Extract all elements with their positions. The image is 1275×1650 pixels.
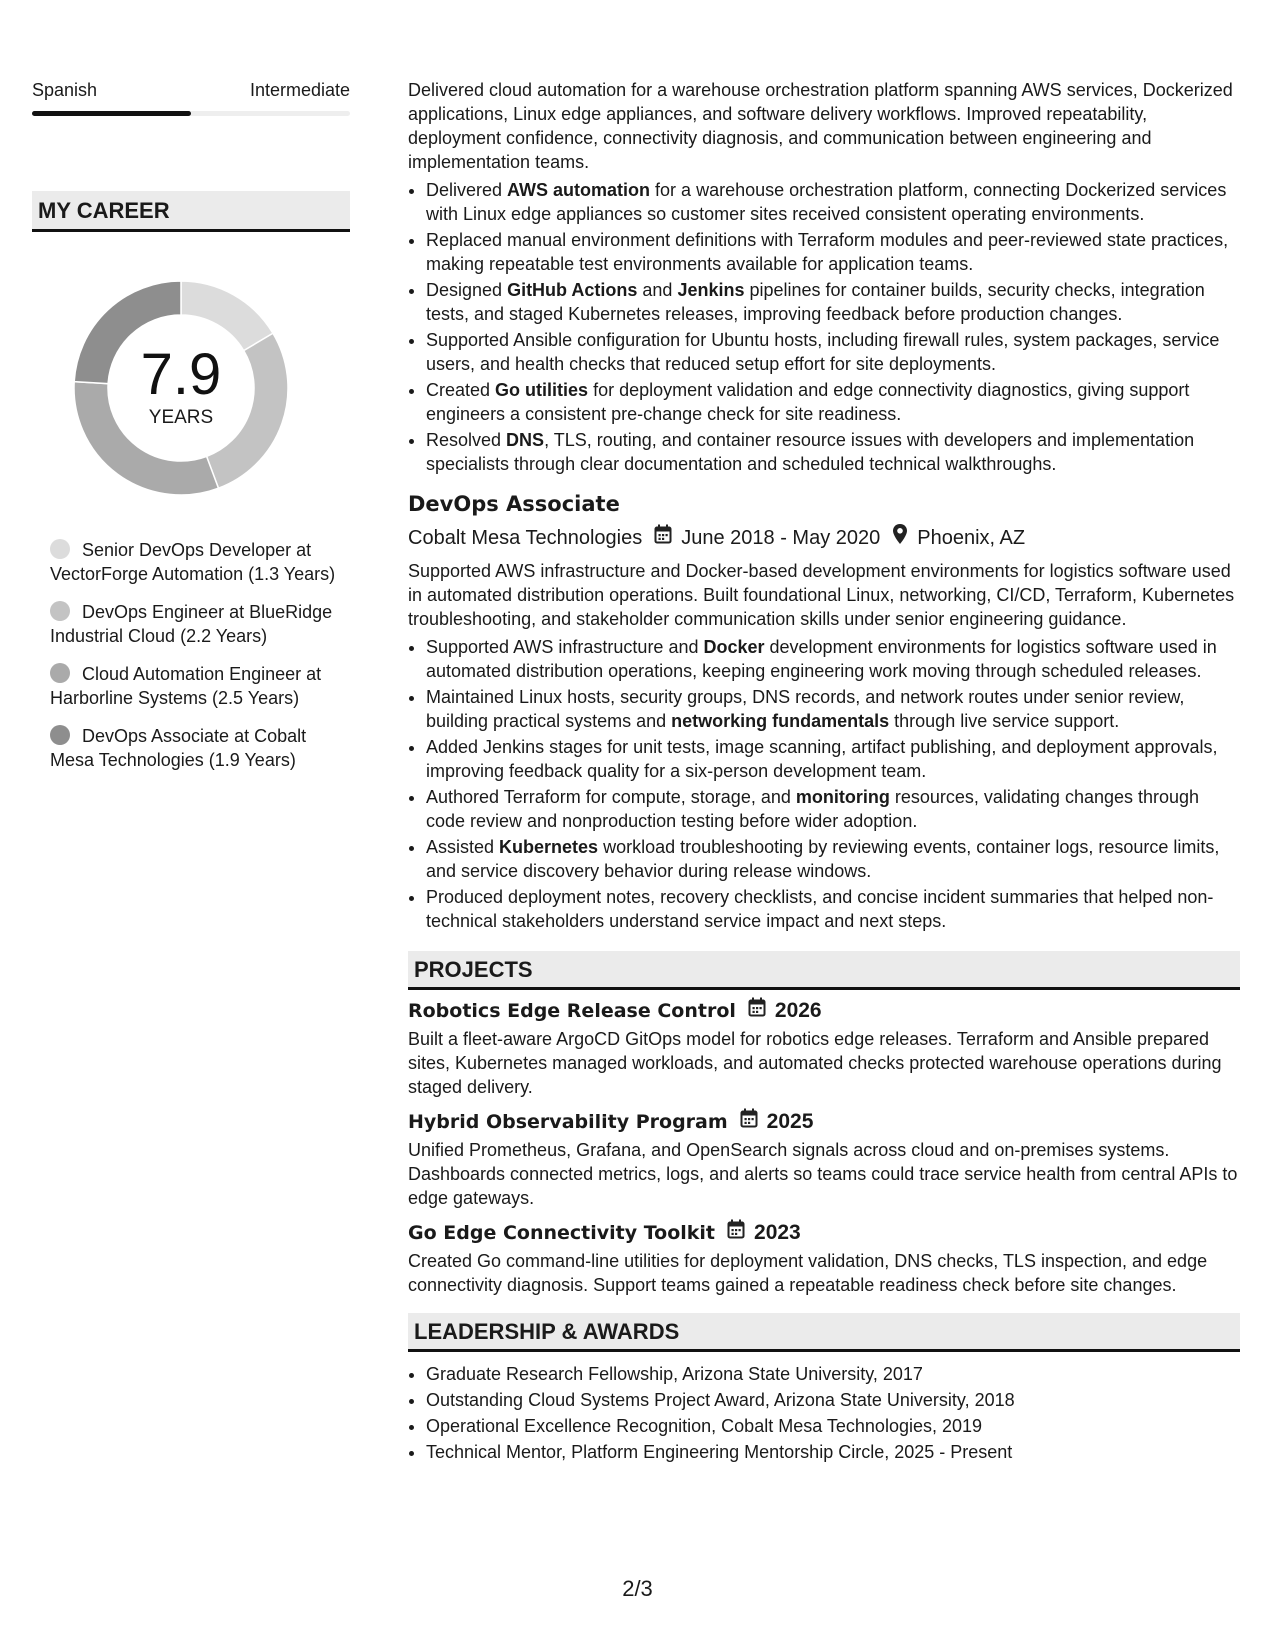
project-title: Hybrid Observability Program (408, 1110, 728, 1133)
legend-label: DevOps Engineer at BlueRidge Industrial Cloud (2.2 Years) (50, 602, 333, 646)
donut-center (66, 273, 296, 503)
awards-heading: LEADERSHIP & AWARDS (408, 1313, 1240, 1352)
legend-dot (50, 663, 70, 683)
language-level: Intermediate (249, 80, 350, 100)
project-item (408, 1219, 1240, 1297)
legend-dot (50, 601, 70, 621)
job-company: Cobalt Mesa Technologies (408, 527, 643, 549)
project-description: Created Go command-line utilities for deployment validation, DNS checks, TLS inspection, and edge connectivity diagnosis. Support teams gained a repeatable readiness check before site changes. (408, 1251, 1208, 1295)
project-title: Go Edge Connectivity Toolkit (408, 1221, 716, 1244)
language-row (32, 78, 350, 102)
award-item: • Operational Excellence Recognition, Cobalt Mesa Technologies, 2019 (426, 1414, 1240, 1438)
bullet-keyword: GitHub Actions (507, 280, 638, 300)
calendar-icon (740, 1108, 758, 1135)
bullet-item: • Designed GitHub Actions and Jenkins pipelines for container builds, security checks, integration tests, and staged Kubernetes releases, improving feedback before production changes. (426, 278, 1240, 326)
bullet-item: • Delivered AWS automation for a warehouse orchestration platform, connecting Dockerized services with Linux edge appliances so customer sites received consistent operating environments. (426, 178, 1240, 226)
bullet-keyword: DNS (506, 430, 545, 450)
legend-item (50, 538, 350, 586)
calendar-icon (727, 1219, 745, 1246)
job-title: DevOps Associate (408, 492, 620, 516)
projects-list (408, 997, 1240, 1297)
map-pin-icon (892, 523, 908, 553)
job-summary: Supported AWS infrastructure and Docker-based development environments for logistics software used in automated distribution operations. Built foundational Linux, networking, CI/CD, Terraform, Kubernetes troubleshooting, and stakeholder communication skills under senior engineering guidance. (408, 561, 1235, 629)
project-item (408, 1108, 1240, 1210)
project-title-row (408, 997, 1240, 1024)
legend-item (50, 724, 350, 772)
bullet-item: • Authored Terraform for compute, storage, and monitoring resources, validating changes through code review and nonproduction testing before wider adoption. (426, 785, 1240, 833)
legend-label: DevOps Associate at Cobalt Mesa Technologies (1.9 Years) (50, 726, 307, 770)
career-total-value: 7.9 (140, 342, 222, 407)
page-number: 2/3 (622, 1576, 653, 1601)
bullet-item: • Resolved DNS, TLS, routing, and container resource issues with developers and implementation specialists through clear documentation and scheduled technical walkthroughs. (426, 428, 1240, 476)
main-content (408, 78, 1240, 1466)
legend-dot (50, 725, 70, 745)
legend-item (50, 600, 350, 648)
bullet-item: • Assisted Kubernetes workload troubleshooting by reviewing events, container logs, resource limits, and service discovery behavior during release windows. (426, 835, 1240, 883)
project-title: Robotics Edge Release Control (408, 999, 736, 1022)
career-heading: MY CAREER (32, 191, 350, 232)
project-title-row (408, 1108, 1240, 1135)
bullet-item: • Replaced manual environment definitions with Terraform modules and peer-reviewed state practices, making repeatable test environments available for application teams. (426, 228, 1240, 276)
job-dates: June 2018 - May 2020 (681, 527, 881, 549)
project-year: 2025 (766, 1109, 814, 1133)
career-legend (50, 538, 350, 772)
job-bullets (408, 635, 1240, 933)
bullet-item: • Supported AWS infrastructure and Docker development environments for logistics software used in automated distribution operations, keeping engineering work moving through scheduled releases. (426, 635, 1240, 683)
bullet-item: • Produced deployment notes, recovery checklists, and concise incident summaries that helped non-technical stakeholders understand service impact and next steps. (426, 885, 1240, 933)
career-total-unit: YEARS (148, 407, 214, 428)
job-meta (408, 523, 1240, 553)
legend-label: Senior DevOps Developer at VectorForge Automation (1.3 Years) (50, 540, 336, 584)
bullet-keyword: Go utilities (495, 380, 589, 400)
project-item (408, 997, 1240, 1099)
award-item: • Graduate Research Fellowship, Arizona State University, 2017 (426, 1362, 1240, 1386)
projects-heading: PROJECTS (408, 951, 1240, 990)
bullet-item: • Created Go utilities for deployment validation and edge connectivity diagnostics, giving support engineers a consistent pre-change check for site readiness. (426, 378, 1240, 426)
language-proficiency-fill (32, 111, 191, 116)
calendar-icon (748, 997, 766, 1024)
bullet-keyword: Kubernetes (499, 837, 599, 857)
project-description: Built a fleet-aware ArgoCD GitOps model for robotics edge releases. Terraform and Ansible prepared sites, Kubernetes managed workloads, and automated checks protected warehouse operations during staged delivery. (408, 1029, 1222, 1097)
sidebar (32, 78, 350, 786)
bullet-item: • Supported Ansible configuration for Ubuntu hosts, including firewall rules, system packages, service users, and health checks that reduced setup effort for site deployments. (426, 328, 1240, 376)
job-summary: Delivered cloud automation for a warehouse orchestration platform spanning AWS services, Dockerized applications, Linux edge appliances, and software delivery workflows. Improved repeatability, deployment confidence, connectivity diagnosis, and communication between engineering and implementation teams. (408, 80, 1233, 172)
bullet-keyword: monitoring (795, 787, 890, 807)
project-year: 2023 (754, 1220, 801, 1244)
legend-label: Cloud Automation Engineer at Harborline Systems (2.5 Years) (50, 664, 322, 708)
job-bullets (408, 178, 1240, 476)
language-name: Spanish (32, 80, 98, 100)
awards-list (408, 1362, 1240, 1464)
award-item: • Outstanding Cloud Systems Project Award, Arizona State University, 2018 (426, 1388, 1240, 1412)
project-year: 2026 (774, 998, 822, 1022)
bullet-keyword: AWS automation (507, 180, 651, 200)
bullet-item: • Added Jenkins stages for unit tests, image scanning, artifact publishing, and deployment approvals, improving feedback quality for a six-person development team. (426, 735, 1240, 783)
award-item: • Technical Mentor, Platform Engineering Mentorship Circle, 2025 - Present (426, 1440, 1240, 1464)
career-donut-chart (66, 273, 296, 503)
legend-dot (50, 539, 70, 559)
job-location: Phoenix, AZ (917, 527, 1026, 549)
project-title-row (408, 1219, 1240, 1246)
project-description: Unified Prometheus, Grafana, and OpenSearch signals across cloud and on-premises systems. Dashboards connected metrics, logs, and alerts so teams could trace service health from central APIs to edge gateways. (408, 1140, 1238, 1208)
bullet-keyword: networking fundamentals (671, 711, 890, 731)
language-proficiency-bar (32, 111, 350, 116)
bullet-keyword: Docker (703, 637, 765, 657)
bullet-item: • Maintained Linux hosts, security groups, DNS records, and network routes under senior review, building practical systems and networking fundamentals through live service support. (426, 685, 1240, 733)
bullet-keyword: Jenkins (677, 280, 745, 300)
calendar-icon (654, 524, 672, 552)
legend-item (50, 662, 350, 710)
